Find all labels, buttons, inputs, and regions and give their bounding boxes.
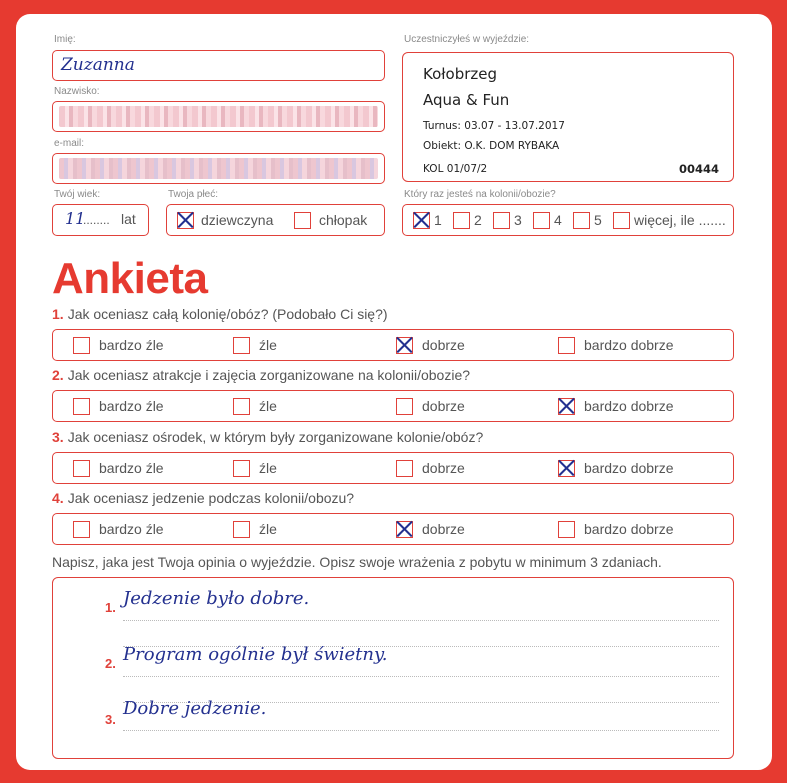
times-field: [402, 204, 734, 236]
question-2-option-label: dobrze: [422, 398, 465, 414]
question-2-options: [52, 390, 734, 422]
times-more-label: więcej, ile .......: [634, 212, 726, 228]
survey-title: Ankieta: [52, 254, 208, 303]
times-3-checkbox[interactable]: [493, 212, 510, 229]
question-3-option-checkbox[interactable]: [233, 460, 250, 477]
surname-label: Nazwisko:: [54, 86, 100, 97]
question-3-option-label: bardzo źle: [99, 460, 164, 476]
redacted-email: [59, 158, 378, 179]
times-label: Który raz jesteś na kolonii/obozie?: [404, 189, 556, 200]
gender-girl-label: dziewczyna: [201, 212, 274, 228]
trip-turnus: Turnus: 03.07 - 13.07.2017: [423, 120, 565, 132]
answer-3-num: 3.: [105, 712, 116, 727]
question-text: Jak oceniasz atrakcje i zajęcia zorganizowane na kolonii/obozie?: [67, 367, 471, 383]
question-4-option-checkbox[interactable]: [233, 521, 250, 538]
name-value: Zuzanna: [61, 55, 135, 75]
times-1-checkbox[interactable]: [413, 212, 430, 229]
age-field[interactable]: [52, 204, 149, 236]
gender-boy-label: chłopak: [319, 212, 368, 228]
question-1-option-checkbox[interactable]: [558, 337, 575, 354]
question-number: 1.: [52, 306, 64, 322]
question-4-option-label: bardzo źle: [99, 521, 164, 537]
question-number: 3.: [52, 429, 64, 445]
age-value: 11: [65, 209, 86, 228]
question-1-option-label: źle: [259, 337, 277, 353]
question-2-option-checkbox[interactable]: [396, 398, 413, 415]
answer-1-num: 1.: [105, 600, 116, 615]
opinion-prompt: Napisz, jaka jest Twoja opinia o wyjeździe. Opisz swoje wrażenia z pobytu w minimum 3 zdaniach.: [52, 554, 662, 570]
question-3-options: [52, 452, 734, 484]
name-label: Imię:: [54, 34, 76, 45]
question-4-option-label: źle: [259, 521, 277, 537]
question-3-option-label: dobrze: [422, 460, 465, 476]
times-5-label: 5: [594, 212, 602, 228]
question-2-option-checkbox[interactable]: [558, 398, 575, 415]
email-field[interactable]: [52, 153, 385, 184]
answer-2-text: Program ogólnie był świetny.: [123, 644, 388, 665]
question-2-option-checkbox[interactable]: [73, 398, 90, 415]
question-4-option-label: dobrze: [422, 521, 465, 537]
question-3-option-checkbox[interactable]: [558, 460, 575, 477]
gender-girl-checkbox[interactable]: [177, 212, 194, 229]
question-1-options: [52, 329, 734, 361]
question-1-option-label: bardzo dobrze: [584, 337, 674, 353]
question-1: [52, 306, 388, 322]
age-unit: lat: [121, 211, 136, 227]
question-2-option-label: źle: [259, 398, 277, 414]
times-2-checkbox[interactable]: [453, 212, 470, 229]
gender-field: [166, 204, 385, 236]
answer-3-text: Dobre jedzenie.: [123, 698, 267, 719]
trip-program: Aqua & Fun: [423, 91, 510, 109]
trip-number: 00444: [679, 162, 720, 176]
question-number: 4.: [52, 490, 64, 506]
gender-boy-checkbox[interactable]: [294, 212, 311, 229]
question-4-option-checkbox[interactable]: [396, 521, 413, 538]
question-3: [52, 429, 483, 445]
question-2: [52, 367, 470, 383]
age-dots: ........: [83, 213, 110, 227]
question-2-option-label: bardzo źle: [99, 398, 164, 414]
times-5-checkbox[interactable]: [573, 212, 590, 229]
question-4-option-checkbox[interactable]: [558, 521, 575, 538]
question-number: 2.: [52, 367, 64, 383]
trip-card: [402, 52, 734, 182]
times-4-checkbox[interactable]: [533, 212, 550, 229]
question-1-option-checkbox[interactable]: [73, 337, 90, 354]
times-4-label: 4: [554, 212, 562, 228]
times-more-checkbox[interactable]: [613, 212, 630, 229]
question-3-option-label: bardzo dobrze: [584, 460, 674, 476]
question-text: Jak oceniasz całą kolonię/obóz? (Podobało Ci się?): [67, 306, 388, 322]
trip-code: KOL 01/07/2: [423, 163, 488, 175]
question-1-option-checkbox[interactable]: [233, 337, 250, 354]
trip-city: Kołobrzeg: [423, 65, 498, 83]
trip-label: Uczestniczyłeś w wyjeździe:: [404, 34, 530, 45]
answer-2-num: 2.: [105, 656, 116, 671]
answer-1-text: Jedzenie było dobre.: [123, 588, 310, 609]
age-label: Twój wiek:: [54, 189, 101, 200]
question-1-option-label: bardzo źle: [99, 337, 164, 353]
question-1-option-checkbox[interactable]: [396, 337, 413, 354]
redacted-surname: [59, 106, 378, 127]
surname-field[interactable]: [52, 101, 385, 132]
question-3-option-checkbox[interactable]: [73, 460, 90, 477]
times-3-label: 3: [514, 212, 522, 228]
question-4-options: [52, 513, 734, 545]
question-4-option-checkbox[interactable]: [73, 521, 90, 538]
question-4: [52, 490, 354, 506]
times-2-label: 2: [474, 212, 482, 228]
opinion-box[interactable]: [52, 577, 734, 759]
email-label: e-mail:: [54, 138, 85, 149]
question-2-option-label: bardzo dobrze: [584, 398, 674, 414]
opinion-line: [123, 620, 719, 621]
question-3-option-checkbox[interactable]: [396, 460, 413, 477]
opinion-line: [123, 676, 719, 677]
name-field[interactable]: [52, 50, 385, 81]
opinion-line: [123, 730, 719, 731]
question-2-option-checkbox[interactable]: [233, 398, 250, 415]
times-1-label: 1: [434, 212, 442, 228]
survey-sheet: [16, 14, 772, 770]
question-text: Jak oceniasz jedzenie podczas kolonii/obozu?: [67, 490, 355, 506]
trip-obiekt: Obiekt: O.K. DOM RYBAKA: [423, 140, 560, 152]
question-1-option-label: dobrze: [422, 337, 465, 353]
question-text: Jak oceniasz ośrodek, w którym były zorganizowane kolonie/obóz?: [67, 429, 484, 445]
question-3-option-label: źle: [259, 460, 277, 476]
gender-label: Twoja płeć:: [168, 189, 219, 200]
question-4-option-label: bardzo dobrze: [584, 521, 674, 537]
